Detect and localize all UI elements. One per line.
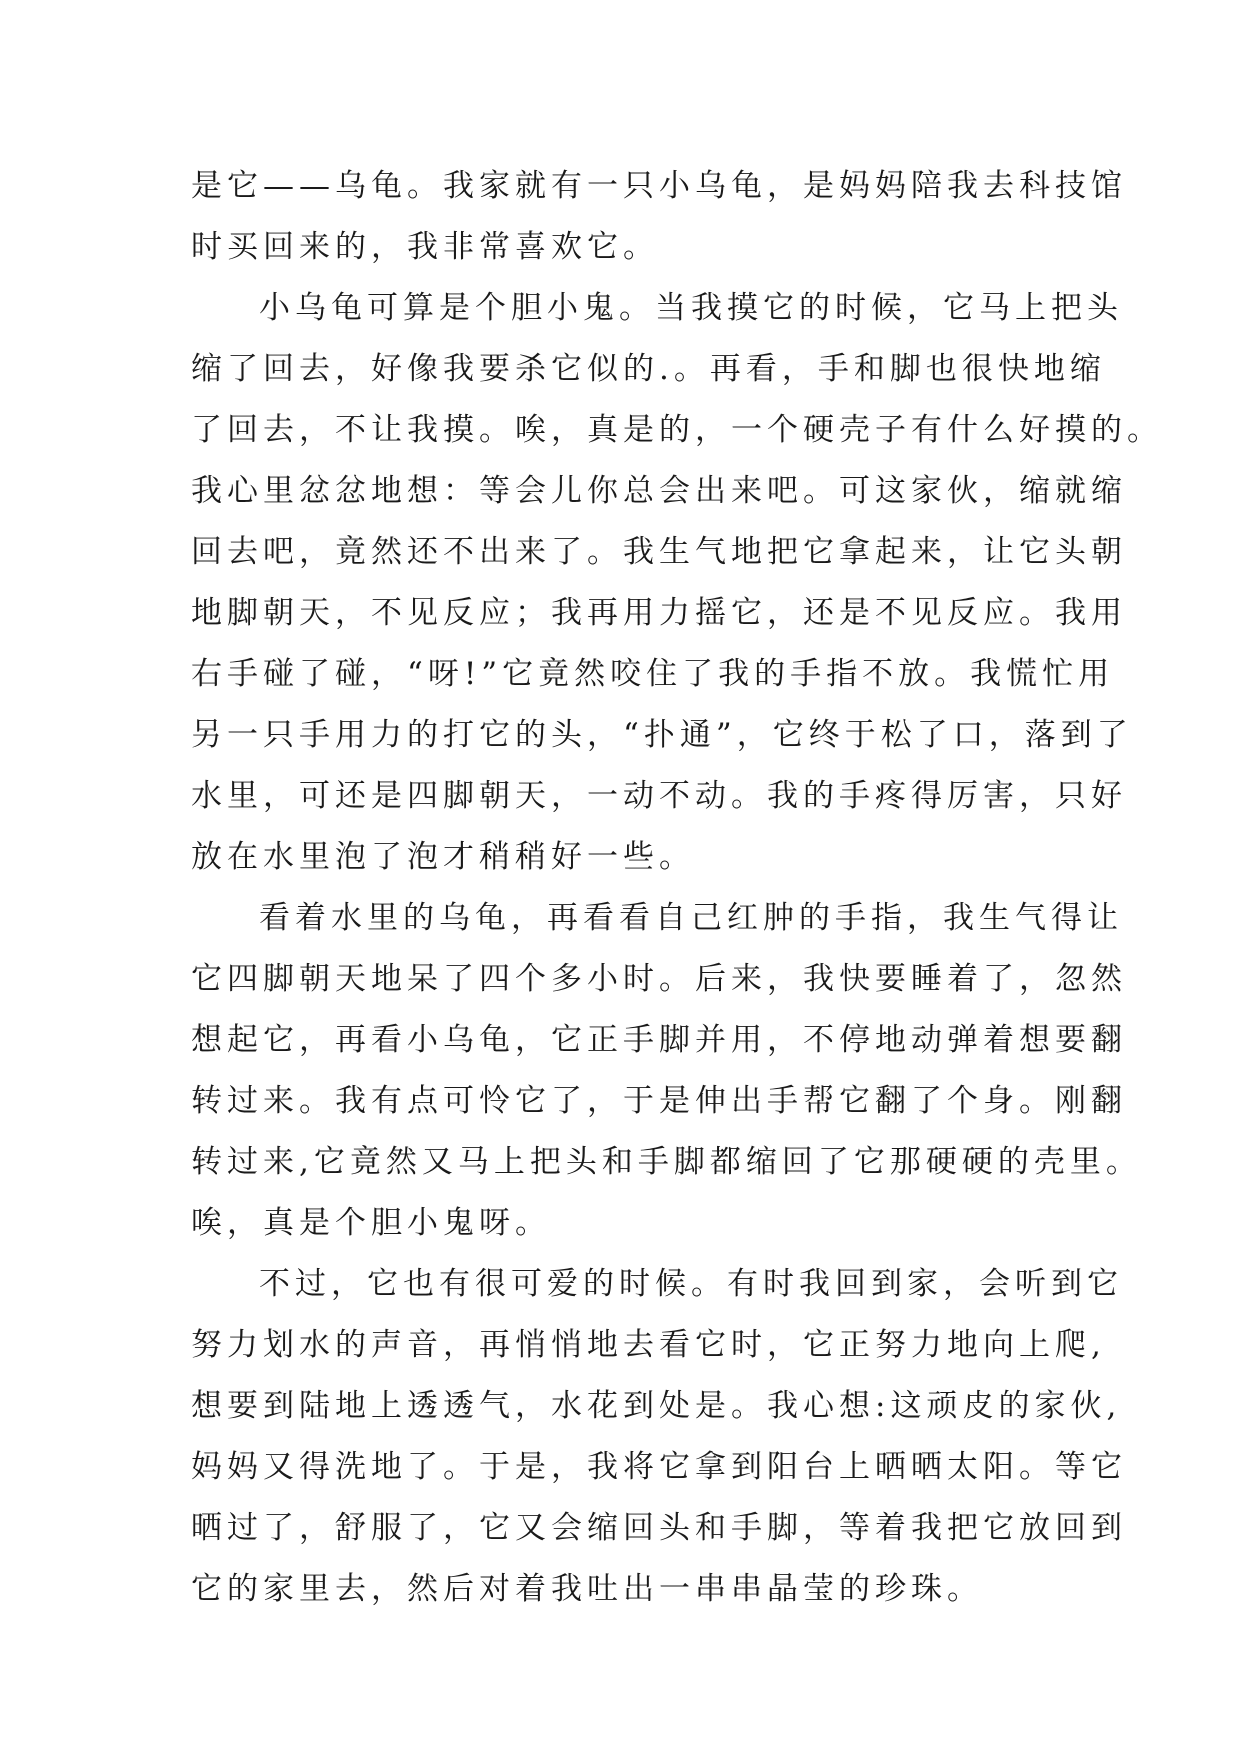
text-line: 它四脚朝天地呆了四个多小时。后来，我快要睡着了，忽然: [191, 961, 1127, 997]
paragraph-3-continued: [191, 949, 1142, 1254]
text-line: 右手碰了碰，“呀!”它竟然咬住了我的手指不放。我慌忙用: [191, 656, 1115, 692]
paragraph-4: [191, 1254, 1123, 1315]
text-line: 回去吧，竟然还不出来了。我生气地把它拿起来，让它头朝: [191, 534, 1127, 570]
text-line: 想要到陆地上透透气，水花到处是。我心想:这顽皮的家伙,: [191, 1388, 1122, 1424]
text-line: 我心里忿忿地想：等会儿你总会出来吧。可这家伙，缩就缩: [191, 473, 1127, 509]
text-line: 想起它，再看小乌龟，它正手脚并用，不停地动弹着想要翻: [191, 1022, 1127, 1058]
text-line: 努力划水的声音，再悄悄地去看它时，它正努力地向上爬,: [191, 1327, 1106, 1363]
text-line: 地脚朝天，不见反应；我再用力摇它，还是不见反应。我用: [191, 595, 1127, 631]
article-body: [191, 156, 1163, 1620]
text-line: 小乌龟可算是个胆小鬼。当我摸它的时候，它马上把头: [259, 290, 1123, 326]
text-line: 是它——乌龟。我家就有一只小乌龟，是妈妈陪我去科技馆: [191, 168, 1127, 204]
text-line: 妈妈又得洗地了。于是，我将它拿到阳台上晒晒太阳。等它: [191, 1449, 1127, 1485]
text-line: 缩了回去，好像我要杀它似的.。再看，手和脚也很快地缩: [191, 351, 1106, 387]
text-line: 了回去，不让我摸。唉，真是的，一个硬壳子有什么好摸的。: [191, 412, 1163, 448]
paragraph-2-continued: [191, 339, 1163, 888]
text-line: 时买回来的，我非常喜欢它。: [191, 229, 659, 265]
text-line: 晒过了，舒服了，它又会缩回头和手脚，等着我把它放回到: [191, 1510, 1127, 1546]
text-line: 水里，可还是四脚朝天，一动不动。我的手疼得厉害，只好: [191, 778, 1127, 814]
text-line: 看着水里的乌龟，再看看自己红肿的手指，我生气得让: [259, 900, 1123, 936]
text-line: 转过来。我有点可怜它了，于是伸出手帮它翻了个身。刚翻: [191, 1083, 1127, 1119]
text-line: 唉，真是个胆小鬼呀。: [191, 1205, 551, 1241]
text-line: 另一只手用力的打它的头，“扑通”，它终于松了口，落到了: [191, 717, 1133, 753]
paragraph-1: [191, 156, 1127, 278]
text-line: 不过，它也有很可爱的时候。有时我回到家，会听到它: [259, 1266, 1123, 1302]
paragraph-2: [191, 278, 1123, 339]
text-line: 它的家里去，然后对着我吐出一串串晶莹的珍珠。: [191, 1571, 983, 1607]
text-line: 放在水里泡了泡才稍稍好一些。: [191, 839, 695, 875]
paragraph-4-continued: [191, 1315, 1127, 1620]
text-line: 转过来,它竟然又马上把头和手脚都缩回了它那硬硬的壳里。: [191, 1144, 1142, 1180]
paragraph-3: [191, 888, 1123, 949]
